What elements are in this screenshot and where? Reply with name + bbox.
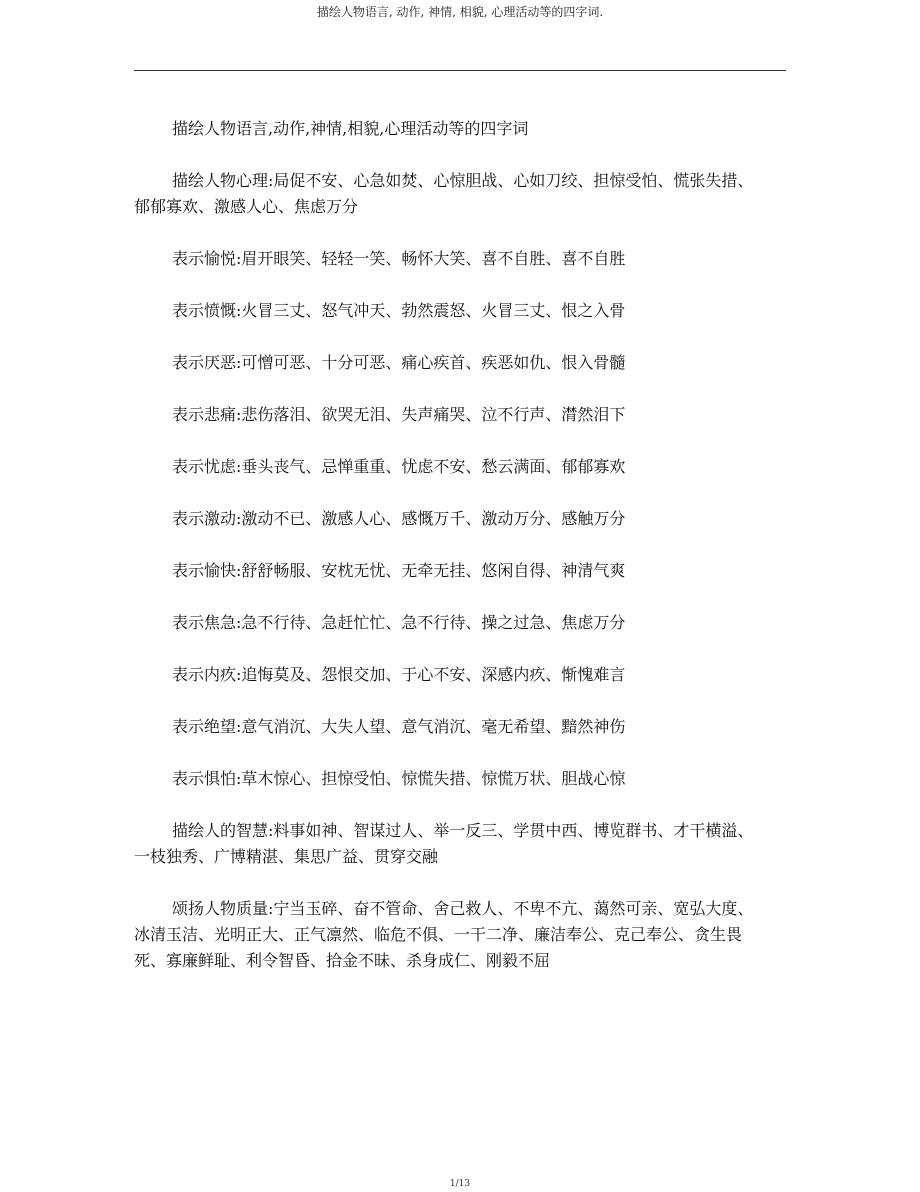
paragraph-worry: 表示忧虑:垂头丧气、忌惮重重、忧虑不安、愁云满面、郁郁寡欢 (172, 457, 626, 476)
paragraph-excitement: 表示激动:激动不已、激感人心、感慨万千、激动万分、感触万分 (172, 509, 626, 528)
paragraph-anger: 表示愤慨:火冒三丈、怒气冲天、勃然震怒、火冒三丈、恨之入骨 (172, 301, 626, 320)
paragraph-character: 颂扬人物质量:宁当玉碎、奋不管命、舍己救人、不卑不亢、蔼然可亲、宽弘大度、冰清玉洁、光明正大、正气凛然、临危不俱、一干二净、廉洁奉公、克己奉公、贪生畏死、寡廉鲜耻、利令智昏、拾金不昧、杀身成仁、刚毅不屈 (134, 899, 754, 970)
paragraph-despair: 表示绝望:意气消沉、大失人望、意气消沉、毫无希望、黯然神伤 (172, 717, 626, 736)
paragraph-disgust: 表示厌恶:可憎可恶、十分可恶、痛心疾首、疾恶如仇、恨入骨髓 (172, 353, 626, 372)
paragraph-wisdom: 描绘人的智慧:料事如神、智谋过人、举一反三、学贯中西、博览群书、才干横溢、一枝独秀、广博精湛、集思广益、贯穿交融 (134, 821, 754, 866)
paragraph-anxiety: 表示焦急:急不行待、急赶忙忙、急不行待、操之过急、焦虑万分 (172, 613, 626, 632)
paragraph-guilt: 表示内疚:追悔莫及、怨恨交加、于心不安、深感内疚、惭愧难言 (172, 665, 626, 684)
paragraph-psychology: 描绘人物心理:局促不安、心急如焚、心惊胆战、心如刀绞、担惊受怕、慌张失措、郁郁寡欢、激感人心、焦虑万分 (134, 171, 754, 216)
header-divider (134, 70, 786, 71)
paragraph-grief: 表示悲痛:悲伤落泪、欲哭无泪、失声痛哭、泣不行声、潸然泪下 (172, 405, 626, 424)
document-body (134, 116, 754, 974)
running-header: 描绘人物语言, 动作, 神情, 相貌, 心理活动等的四字词. (316, 5, 604, 19)
page-number: 1/13 (449, 1179, 471, 1189)
paragraph-fear: 表示惧怕:草木惊心、担惊受怕、惊慌失措、惊慌万状、胆战心惊 (172, 769, 626, 788)
document-title: 描绘人物语言,动作,神情,相貌,心理活动等的四字词 (172, 119, 529, 138)
paragraph-happiness: 表示愉快:舒舒畅服、安枕无忧、无牵无挂、悠闲自得、神清气爽 (172, 561, 626, 580)
paragraph-joy: 表示愉悦:眉开眼笑、轻轻一笑、畅怀大笑、喜不自胜、喜不自胜 (172, 249, 626, 268)
